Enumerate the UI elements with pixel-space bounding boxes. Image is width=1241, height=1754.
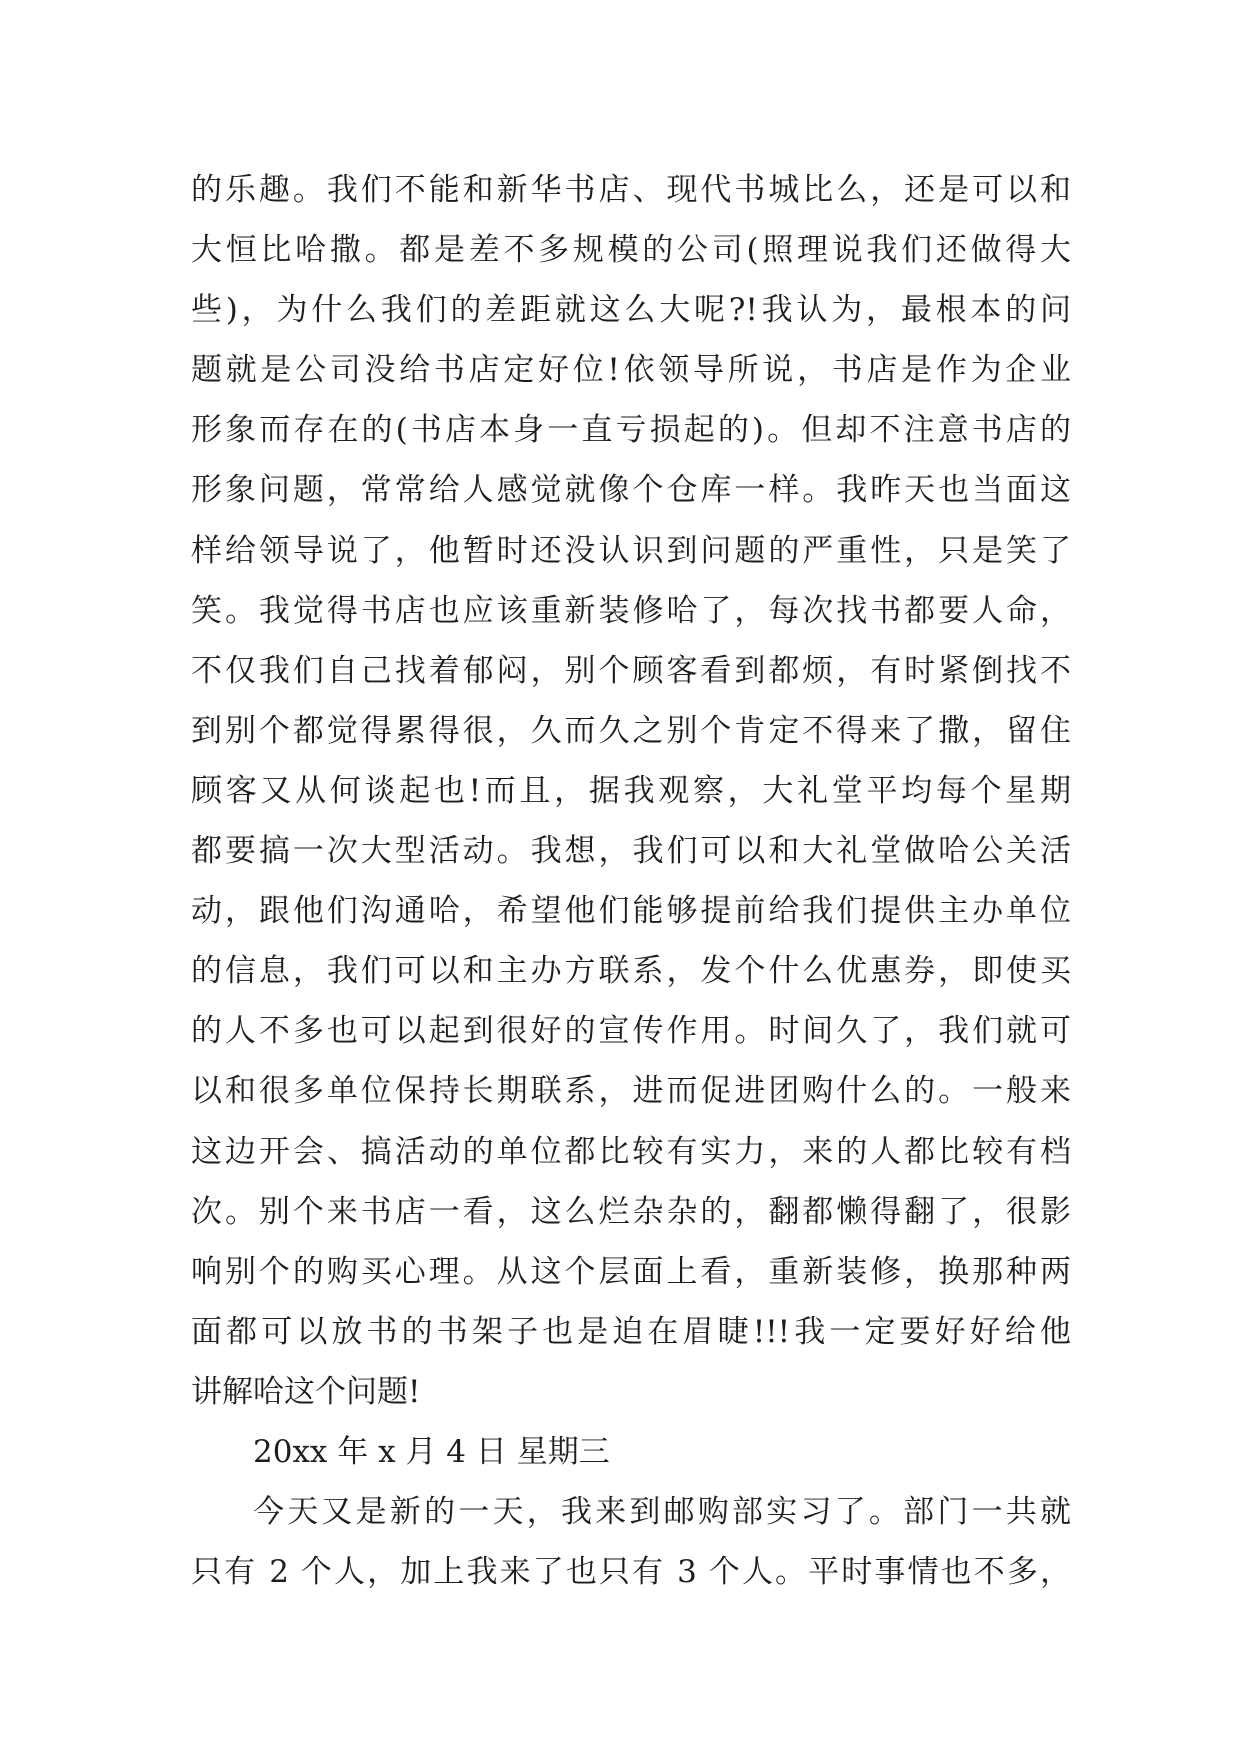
text-line: 大恒比哈撒。都是差不多规模的公司(照理说我们还做得大 [191,232,1071,269]
text-line: 以和很多单位保持长期联系，进而促进团购什么的。一般来 [191,1073,1071,1110]
text-line: 响别个的购买心理。从这个层面上看，重新装修，换那种两 [191,1253,1071,1290]
document-body [191,160,1071,1602]
text-line: 不仅我们自己找着郁闷，别个顾客看到都烦，有时紧倒找不 [191,652,1071,689]
text-line: 的信息，我们可以和主办方联系，发个什么优惠券，即使买 [191,953,1071,990]
date-heading: 20xx 年 x 月 4 日 星期三 [253,1433,610,1470]
text-line: 面都可以放书的书架子也是迫在眉睫!!!我一定要好好给他 [191,1313,1071,1350]
text-line: 些)，为什么我们的差距就这么大呢?!我认为，最根本的问 [191,292,1071,329]
text-line: 到别个都觉得累得很，久而久之别个肯定不得来了撒，留住 [191,712,1071,749]
text-line: 这边开会、搞活动的单位都比较有实力，来的人都比较有档 [191,1133,1071,1170]
text-line-last: 讲解哈这个问题! [191,1373,421,1410]
text-line: 都要搞一次大型活动。我想，我们可以和大礼堂做哈公关活 [191,833,1071,870]
text-line: 笑。我觉得书店也应该重新装修哈了，每次找书都要人命， [191,592,1071,629]
text-line: 的乐趣。我们不能和新华书店、现代书城比么，还是可以和 [191,172,1071,208]
text-line: 次。别个来书店一看，这么烂杂杂的，翻都懒得翻了，很影 [191,1193,1071,1230]
text-line: 只有 2 个人，加上我来了也只有 3 个人。平时事情也不多， [191,1554,1071,1591]
text-line: 形象而存在的(书店本身一直亏损起的)。但却不注意书店的 [191,412,1071,449]
text-line: 顾客又从何谈起也!而且，据我观察，大礼堂平均每个星期 [191,772,1071,809]
text-line: 题就是公司没给书店定好位!依领导所说，书店是作为企业 [191,352,1071,389]
text-line: 形象问题，常常给人感觉就像个仓库一样。我昨天也当面这 [191,472,1071,509]
paragraph-first-line: 今天又是新的一天，我来到邮购部实习了。部门一共就 [253,1494,1071,1531]
text-line: 动，跟他们沟通哈，希望他们能够提前给我们提供主办单位 [191,893,1071,930]
text-line: 的人不多也可以起到很好的宣传作用。时间久了，我们就可 [191,1013,1071,1050]
text-line: 样给领导说了，他暂时还没认识到问题的严重性，只是笑了 [191,532,1071,569]
